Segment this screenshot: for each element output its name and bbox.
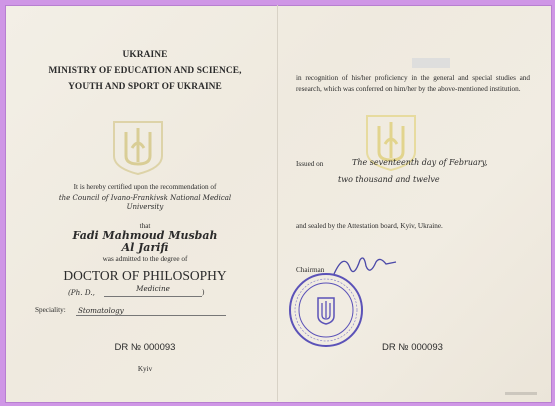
issued-date-line2: two thousand and twelve — [338, 175, 440, 184]
city: Kyiv — [137, 365, 153, 373]
sealed-text: and sealed by the Attestation board, Kyiv, Ukraine. — [296, 222, 443, 230]
that-text: that — [139, 222, 151, 230]
recipient-name-line2: Al Jarifi — [121, 241, 169, 254]
field-underline — [104, 296, 202, 297]
speciality-underline — [76, 315, 226, 316]
serial-sticker — [412, 58, 450, 68]
header-ministry: MINISTRY OF EDUCATION AND SCIENCE, — [48, 66, 242, 76]
council-name: the Council of Ivano-Frankivsk National Medical University — [58, 194, 232, 211]
header-country: UKRAINE — [122, 50, 168, 60]
print-mark — [505, 392, 537, 395]
issued-label: Issued on — [296, 160, 324, 168]
issued-date-line1: The seventeenth day of February, — [352, 158, 488, 167]
degree-abbrev: (Ph. D., — [68, 288, 95, 297]
certified-text: It is hereby certified upon the recommendation of — [73, 183, 217, 191]
dr-number-right: DR № 000093 — [382, 342, 443, 353]
trident-emblem-icon — [108, 118, 168, 176]
recipient-name-line1: Fadi Mahmoud Musbah — [72, 229, 218, 242]
degree-field: Medicine — [136, 284, 170, 293]
signature-icon — [330, 250, 400, 280]
official-stamp-icon — [282, 268, 378, 350]
dr-number-left: DR № 000093 — [114, 342, 176, 353]
speciality-label: Speciality: — [35, 306, 66, 314]
header-ministry-2: YOUTH AND SPORT OF UKRAINE — [68, 82, 222, 92]
degree-close: ) — [202, 288, 205, 296]
degree-title: DOCTOR OF PHILOSOPHY — [63, 268, 227, 283]
chairman-label: Chairman — [296, 266, 325, 274]
speciality-value: Stomatology — [78, 306, 124, 315]
recognition-text: in recognition of his/her proficiency in the general and special studies and research, which was conferred on him/her by the above-mentioned institution. — [296, 74, 530, 93]
admitted-text: was admitted to the degree of — [102, 255, 188, 263]
page-fold — [277, 5, 278, 401]
